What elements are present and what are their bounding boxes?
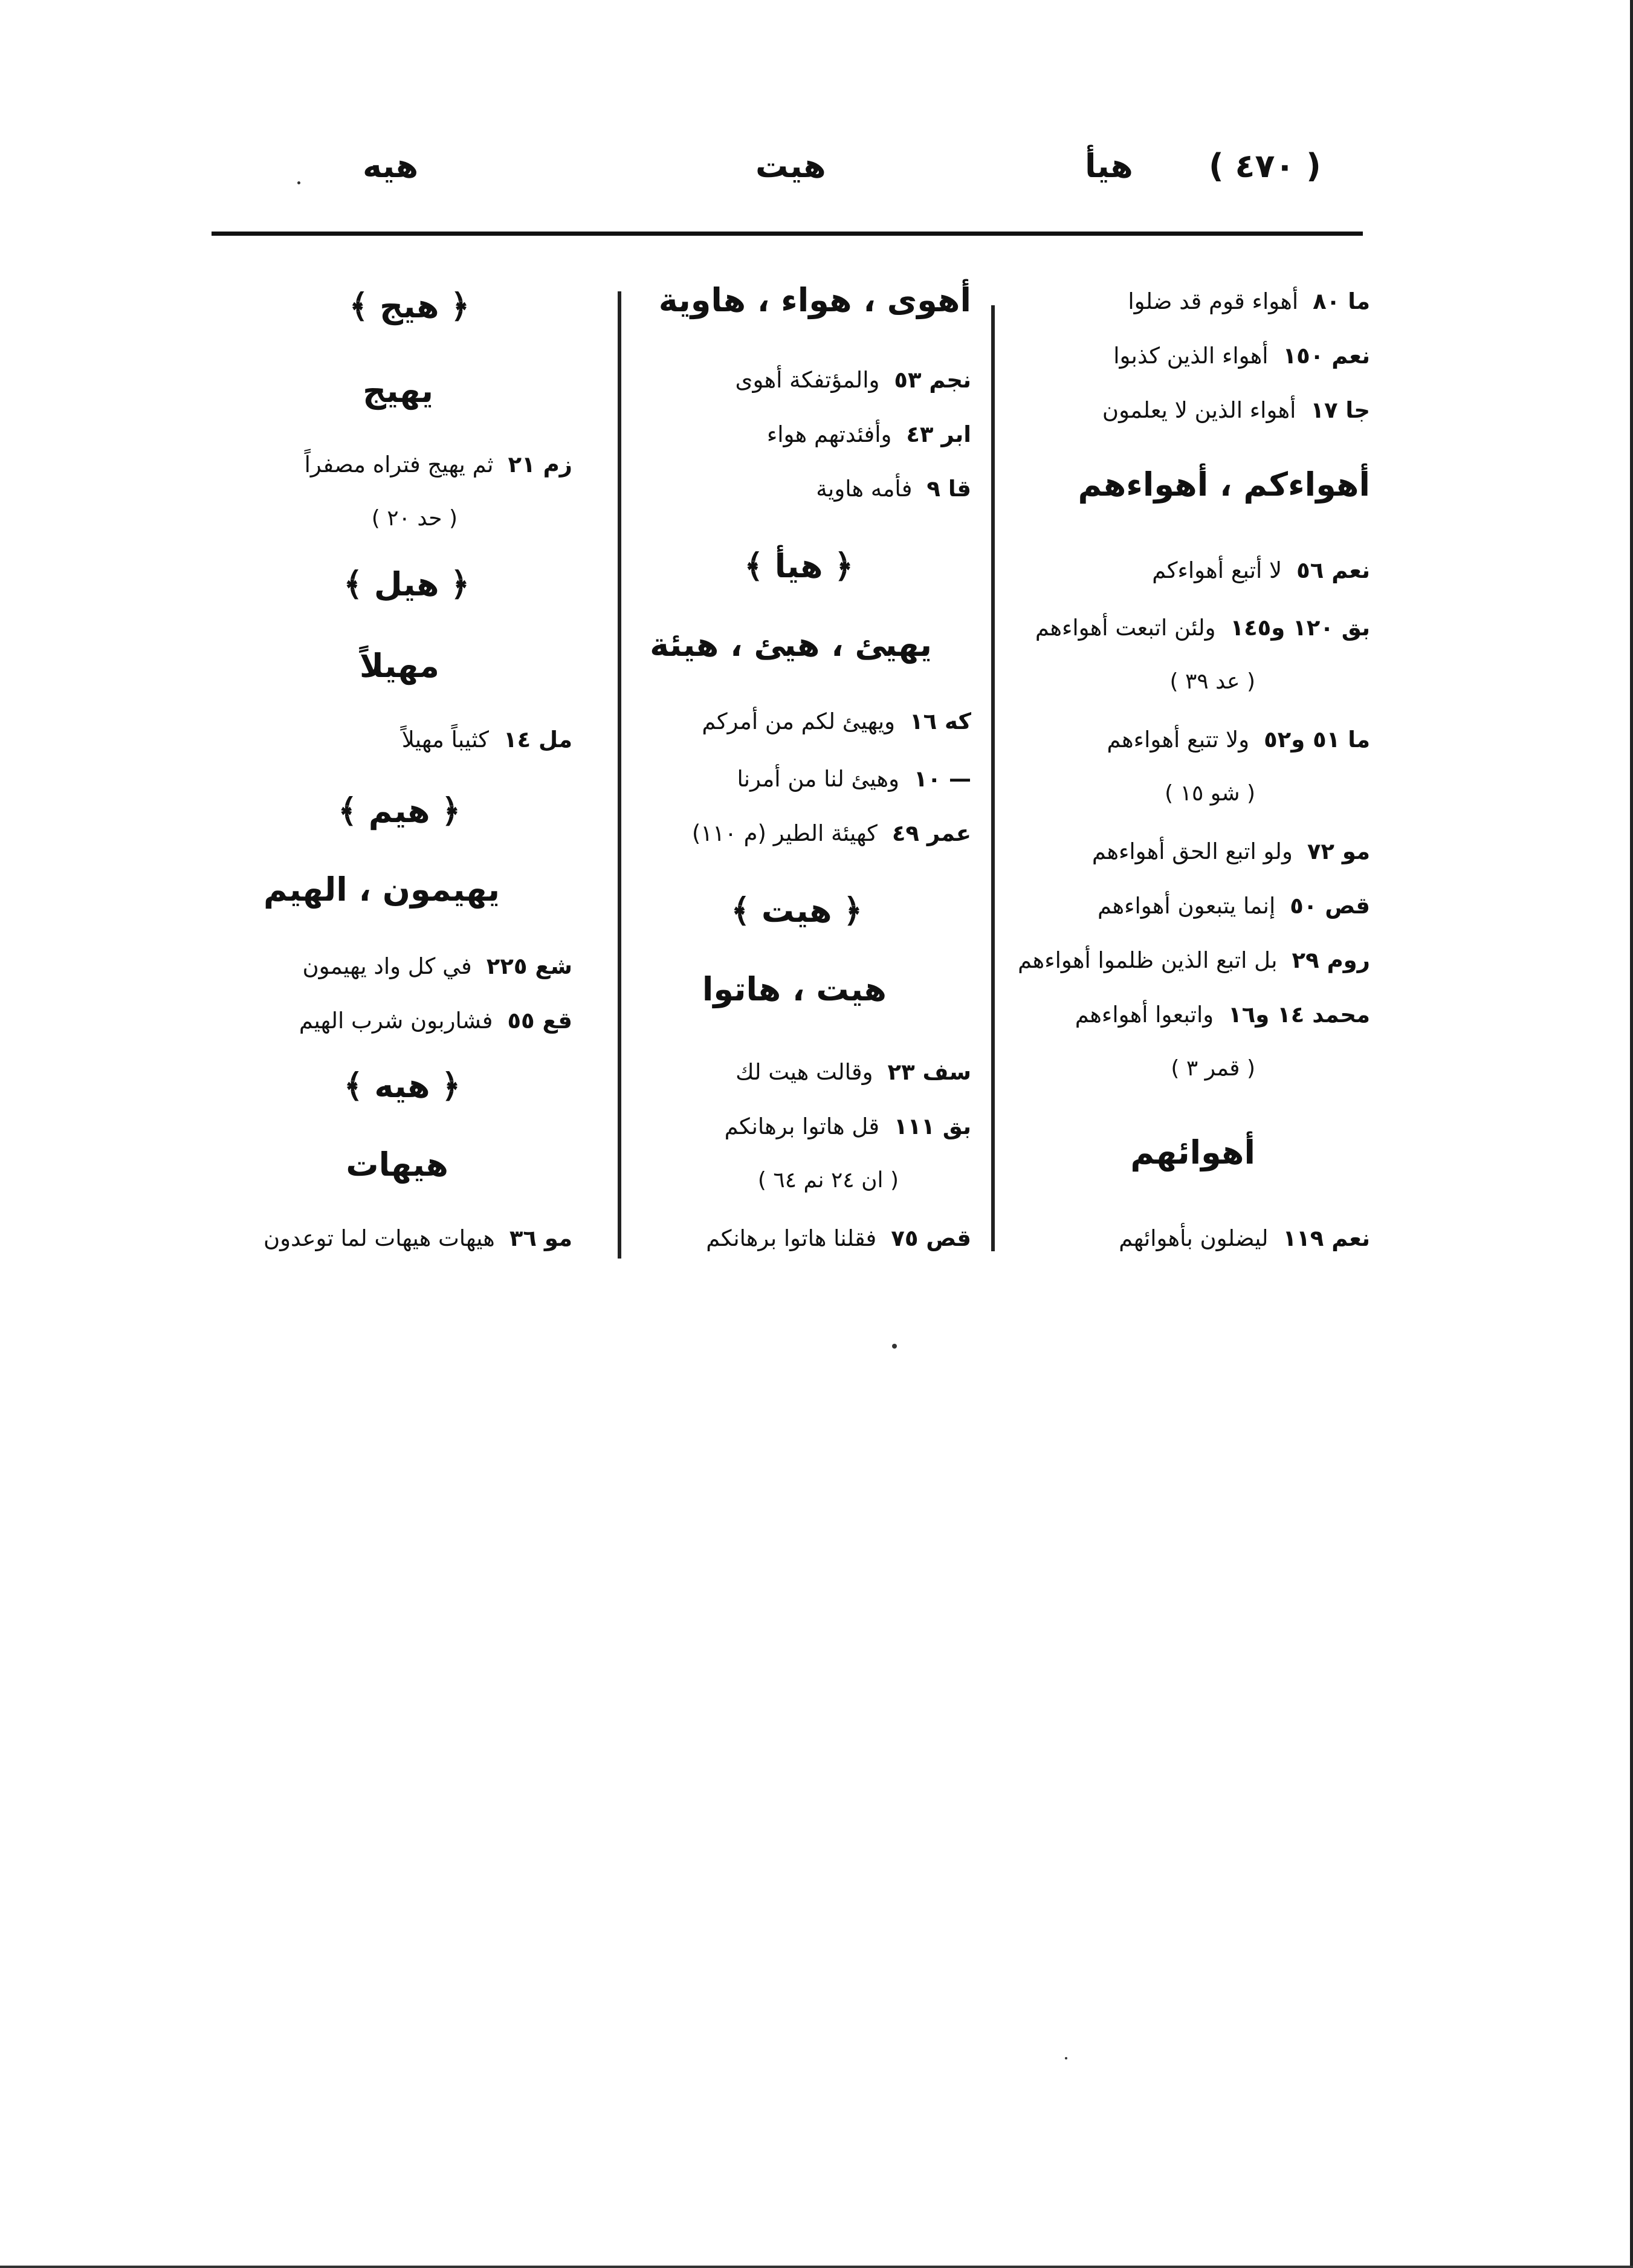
list-item: جا ١٧أهواء الذين لا يعلمون [1102, 397, 1370, 423]
column-center [621, 281, 971, 1263]
root-heading: ﴿ هيأ ﴾ [744, 547, 853, 585]
list-item: قص ٧٥فقلنا هاتوا برهانكم [706, 1225, 971, 1251]
entry-heading: يهيج [363, 372, 433, 410]
page-edge-right [1630, 0, 1633, 2268]
list-item: مو ٣٦هيهات هيهات لما توعدون [263, 1225, 572, 1251]
list-item: ما ٥١ و٥٢ولا تتبع أهواءهم [1107, 727, 1370, 753]
entry-heading: يهيئ ، هيئ ، هيئة [650, 626, 932, 664]
list-item: سف ٢٣وقالت هيت لك [736, 1059, 971, 1085]
list-item: قص ٥٠إنما يتبعون أهواءهم [1097, 893, 1370, 919]
list-item: محمد ١٤ و١٦واتبعوا أهواءهم [1075, 1002, 1370, 1028]
list-item: قع ٥٥فشاربون شرب الهيم [299, 1008, 572, 1034]
scan-speck [1065, 2057, 1067, 2059]
cross-reference: ( حد ٢٠ ) [371, 506, 458, 531]
list-item: نعم ١١٩ليضلون بأهوائهم [1119, 1225, 1370, 1251]
list-item: كه ١٦ويهيئ لكم من أمركم [702, 708, 971, 734]
entry-heading: يهيمون ، الهيم [263, 870, 500, 909]
root-heading: ﴿ هيل ﴾ [343, 565, 470, 603]
root-heading: ﴿ هيه ﴾ [343, 1067, 461, 1105]
entry-heading: هيت ، هاتوا [702, 970, 887, 1008]
root-heading: ﴿ هيج ﴾ [349, 287, 470, 325]
entry-heading: مهيلاً [359, 647, 439, 685]
page-edge-bottom [0, 2266, 1633, 2268]
list-item: ابر ٤٣وأفئدتهم هواء [766, 421, 971, 447]
entry-heading: أهوى ، هواء ، هاوية [658, 281, 971, 319]
list-item: شع ٢٢٥في كل واد يهيمون [302, 953, 572, 979]
list-item: — ١٠وهيئ لنا من أمرنا [737, 766, 971, 792]
list-item: نعم ١٥٠أهواء الذين كذبوا [1113, 343, 1370, 369]
root-heading: ﴿ هيت ﴾ [731, 892, 862, 930]
list-item: بق ١١١قل هاتوا برهانكم [724, 1113, 971, 1139]
cross-reference: ( عد ٣٩ ) [1169, 669, 1255, 694]
list-item: نعم ٥٦لا أتبع أهواءكم [1152, 557, 1370, 583]
scan-speck [297, 181, 300, 184]
list-item: عمر ٤٩كهيئة الطير (م ١١٠) [691, 820, 971, 846]
list-item: مو ٧٢ولو اتبع الحق أهواءهم [1091, 838, 1370, 864]
list-item: مل ١٤كثيباً مهيلاً [401, 727, 572, 753]
page-header [0, 133, 1633, 212]
page-number: ( ٤٧٠ ) [1209, 147, 1321, 185]
header-word-left: هيه [363, 147, 419, 185]
cross-reference: ( شو ١٥ ) [1165, 781, 1255, 806]
column-left [228, 284, 572, 1263]
cross-reference: ( ان ٢٤ نم ٦٤ ) [757, 1168, 899, 1193]
list-item: زم ٢١ثم يهيج فتراه مصفراً [304, 452, 572, 478]
list-item: قا ٩فأمه هاوية [816, 476, 971, 502]
list-item: نجم ٥٣والمؤتفكة أهوى [735, 367, 971, 393]
entry-heading: أهوائهم [1130, 1133, 1255, 1171]
root-heading: ﴿ هيم ﴾ [338, 792, 461, 830]
list-item: بق ١٢٠ و١٤٥ولئن اتبعت أهواءهم [1035, 615, 1370, 641]
scan-speck [892, 1344, 897, 1349]
list-item: ما ٨٠أهواء قوم قد ضلوا [1128, 288, 1370, 314]
header-word-right: هيأ [1085, 147, 1133, 185]
list-item: روم ٢٩بل اتبع الذين ظلموا أهواءهم [1018, 947, 1370, 973]
header-word-center: هيت [755, 147, 826, 185]
entry-heading: هيهات [346, 1145, 448, 1184]
header-rule [212, 232, 1363, 236]
entry-heading: أهواءكم ، أهواءهم [1078, 465, 1370, 504]
cross-reference: ( قمر ٣ ) [1171, 1056, 1255, 1081]
